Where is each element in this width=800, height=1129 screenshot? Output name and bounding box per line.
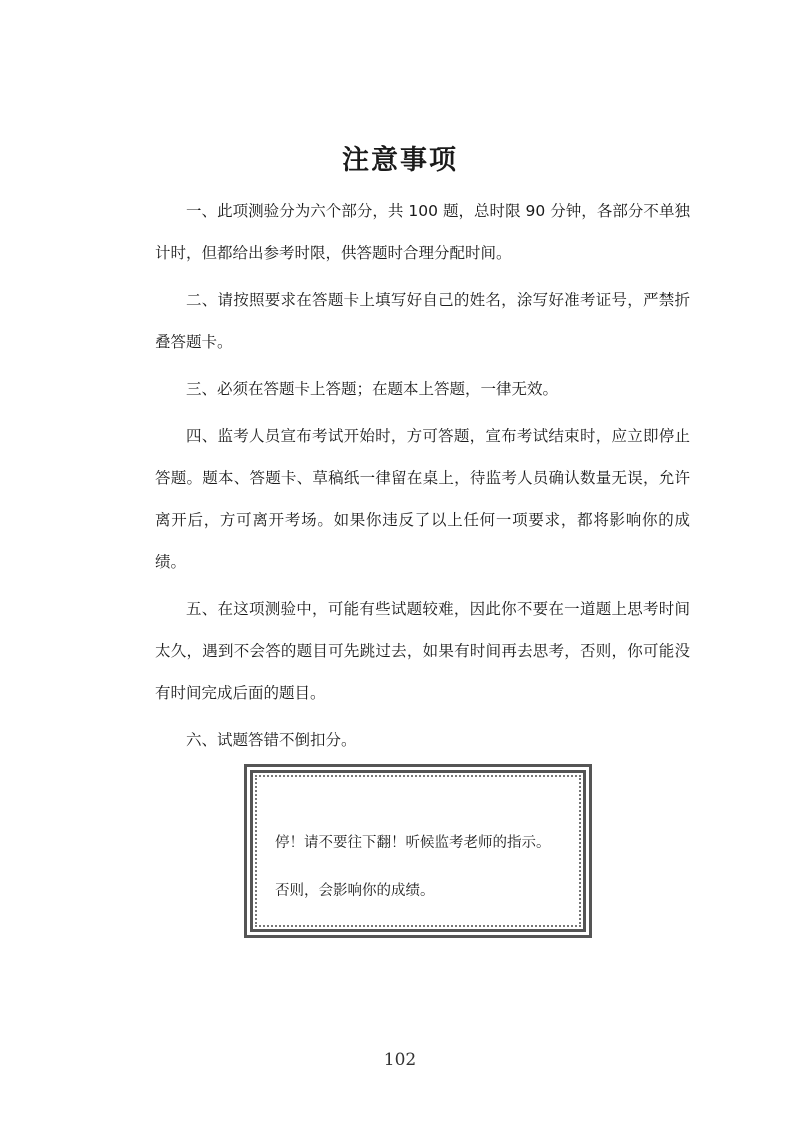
stop-notice-content bbox=[273, 793, 563, 909]
note-item-2: 二、请按照要求在答题卡上填写好自己的姓名，涂写好准考证号，严禁折叠答题卡。 bbox=[155, 291, 690, 351]
page-number: 102 bbox=[383, 1050, 417, 1070]
page-title: 注意事项 bbox=[342, 145, 458, 176]
note-item-3: 三、必须在答题卡上答题；在题本上答题，一律无效。 bbox=[186, 380, 559, 398]
note-item-4: 四、监考人员宣布考试开始时，方可答题，宣布考试结束时，应立即停止答题。题本、答题卡、草稿纸一律留在桌上，待监考人员确认数量无误，允许离开后，方可离开考场。如果你违反了以上任何一项要求，都将影响你的成绩。 bbox=[155, 427, 690, 571]
note-item-1: 一、此项测验分为六个部分，共 100 题，总时限 90 分钟，各部分不单独计时，但都给出参考时限，供答题时合理分配时间。 bbox=[155, 202, 690, 262]
notes-list bbox=[155, 190, 690, 761]
note-item-5: 五、在这项测验中，可能有些试题较难，因此你不要在一道题上思考时间太久，遇到不会答的题目可先跳过去，如果有时间再去思考，否则，你可能没有时间完成后面的题目。 bbox=[155, 600, 690, 702]
stop-notice-box bbox=[244, 764, 592, 938]
note-item-6: 六、试题答错不倒扣分。 bbox=[186, 731, 357, 749]
stop-notice-line-1: 停！请不要往下翻！听候监考老师的指示。 bbox=[275, 835, 551, 851]
stop-notice-line-2: 否则，会影响你的成绩。 bbox=[275, 883, 435, 899]
